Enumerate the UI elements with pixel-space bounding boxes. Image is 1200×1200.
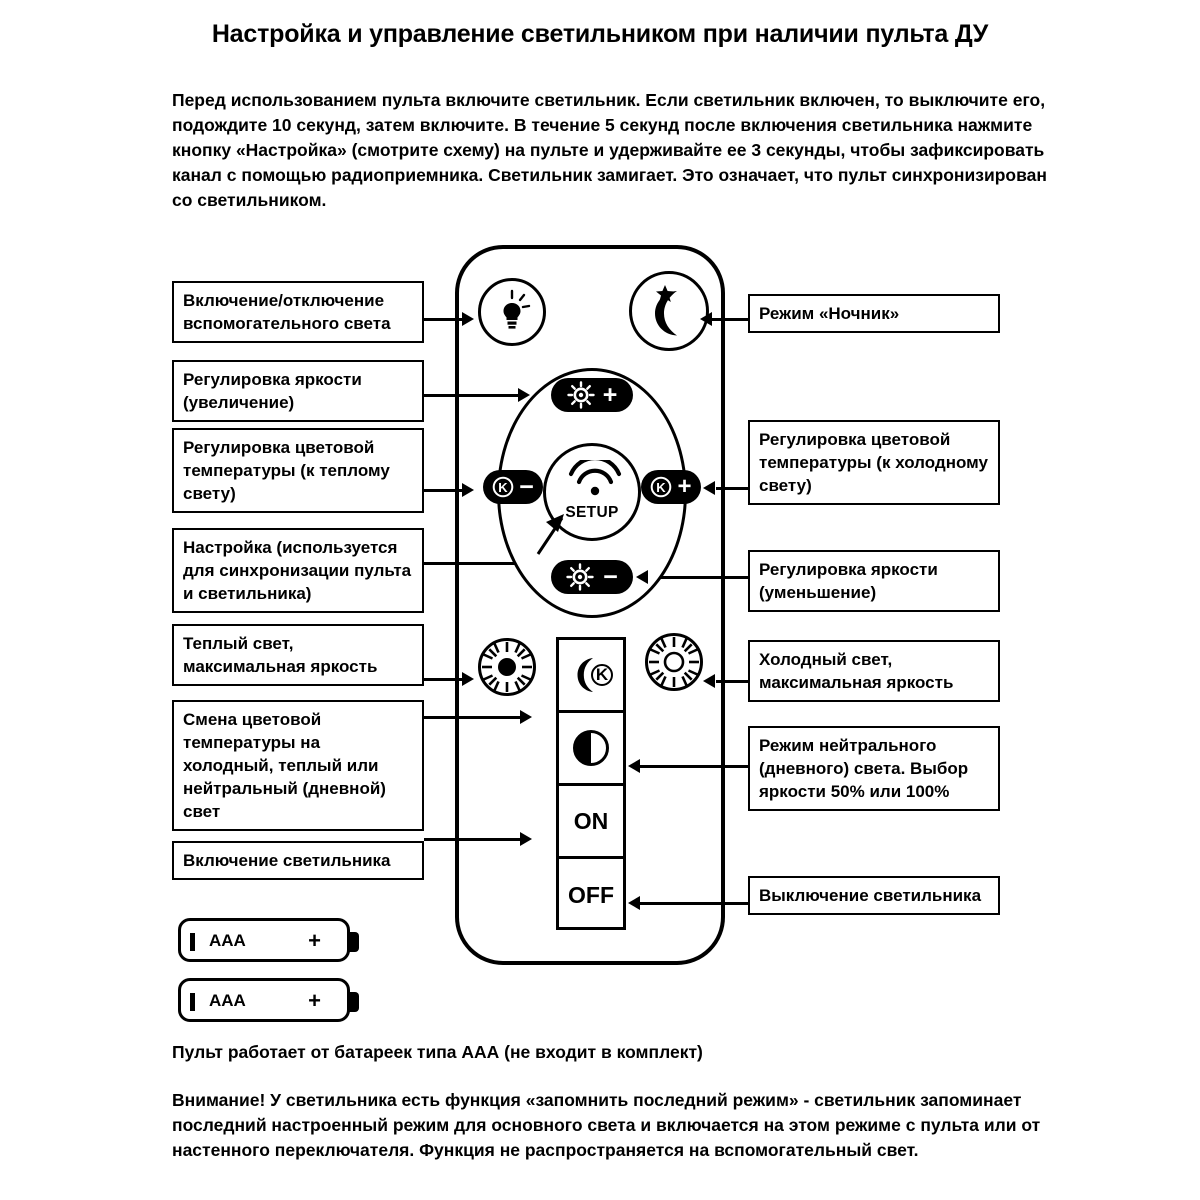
minus-sign: −: [519, 473, 534, 501]
color-temp-cold-button[interactable]: [641, 470, 701, 504]
connector: [424, 318, 464, 321]
connector: [424, 489, 464, 492]
callout-color-temp-cold: Регулировка цветовой температуры (к холодному свету): [748, 420, 1000, 505]
battery-label: AAA: [209, 931, 246, 950]
connector: [648, 576, 750, 579]
connector: [716, 487, 750, 490]
connector: [424, 716, 522, 719]
arrow-left-icon: [636, 570, 648, 584]
connector: [424, 394, 520, 397]
connector: [716, 680, 750, 683]
arrow-right-icon: [520, 710, 532, 724]
arrow-left-icon: [628, 896, 640, 910]
warm-max-brightness-button[interactable]: [478, 638, 536, 696]
battery-label: AAA: [209, 991, 246, 1010]
aux-light-button[interactable]: [478, 278, 546, 346]
connector: [424, 678, 464, 681]
callout-aux-light-toggle: Включение/отключение вспомогательного света: [172, 281, 424, 343]
moon-star-icon: [632, 274, 706, 348]
callout-neutral-daylight-mode: Режим нейтрального (дневного) света. Выбор яркости 50% или 100%: [748, 726, 1000, 811]
off-button[interactable]: OFF: [568, 882, 614, 908]
warning-note: Внимание! У светильника есть функция «запомнить последний режим» - светильник запоминает последний настроенный режим для основного света и включается на этом режиме с пульта или от настенного переключателя. Функция не распространяется на вспомогательный свет.: [172, 1090, 1041, 1160]
callout-night-mode: Режим «Ночник»: [748, 294, 1000, 333]
battery-cap-icon: [347, 932, 359, 952]
callout-color-temp-warm: Регулировка цветовой температуры (к теплому свету): [172, 428, 424, 513]
plus-terminal-label: +: [308, 928, 321, 953]
arrow-left-icon: [703, 481, 715, 495]
battery-cap-icon: [347, 992, 359, 1012]
plus-sign: +: [602, 380, 618, 409]
connector: [640, 902, 750, 905]
night-mode-button[interactable]: [629, 271, 709, 351]
sun-icon: [566, 563, 598, 591]
callout-lamp-off: Выключение светильника: [748, 876, 1000, 915]
svg-text:K: K: [595, 665, 609, 684]
half-circle-button[interactable]: [559, 713, 623, 786]
battery-1: [178, 918, 350, 962]
arrow-right-icon: [462, 483, 474, 497]
callout-cold-max-brightness: Холодный свет, максимальная яркость: [748, 640, 1000, 702]
setup-label: SETUP: [565, 504, 619, 521]
page-title: Настройка и управление светильником при наличии пульта ДУ: [211, 20, 989, 48]
arrow-left-icon: [700, 312, 712, 326]
minus-sign: −: [603, 563, 618, 591]
half-circle-icon: [569, 726, 613, 770]
moon-kelvin-icon: [565, 653, 617, 697]
kelvin-icon: [650, 476, 672, 498]
brightness-up-button[interactable]: [551, 378, 633, 412]
sun-icon: [567, 381, 599, 409]
connector: [640, 765, 750, 768]
moon-k-button[interactable]: [559, 640, 623, 713]
battery-note: Пульт работает от батареек типа ААА (не входит в комплект): [172, 1042, 703, 1062]
minus-terminal-icon: [190, 993, 195, 1011]
arrow-left-icon: [703, 674, 715, 688]
arrow-right-icon: [462, 672, 474, 686]
arrow-right-icon: [462, 312, 474, 326]
button-column: [556, 637, 626, 930]
brightness-down-button[interactable]: [551, 560, 633, 594]
plus-sign: +: [677, 473, 692, 500]
callout-warm-max-brightness: Теплый свет, максимальная яркость: [172, 624, 424, 686]
intro-paragraph: Перед использованием пульта включите светильник. Если светильник включен, то выключите его, подождите 10 секунд, затем включите. В течение 5 секунд после включения светильника нажмите кнопку «Настройка» (смотрите схему) на пульте и удерживайте ее 3 секунды, чтобы зафиксировать канал с помощью радиоприемника. Светильник замигает. Это означает, что пульт синхронизирован со светильником.: [172, 90, 1047, 210]
connector: [424, 838, 522, 841]
sun-rays-outline-icon: [648, 636, 700, 688]
bulb-icon: [481, 281, 543, 343]
callout-setup-sync: Настройка (используется для синхронизации пульта и светильника): [172, 528, 424, 613]
cold-max-brightness-button[interactable]: [645, 633, 703, 691]
svg-text:K: K: [498, 480, 508, 495]
callout-brightness-up: Регулировка яркости (увеличение): [172, 360, 424, 422]
wifi-icon: [565, 460, 625, 498]
callout-brightness-down: Регулировка яркости (уменьшение): [748, 550, 1000, 612]
callout-color-temp-cycle: Смена цветовой температуры на холодный, теплый или нейтральный (дневной) свет: [172, 700, 424, 831]
arrow-right-icon: [520, 832, 532, 846]
sun-rays-icon: [481, 641, 533, 693]
kelvin-icon: [492, 476, 514, 498]
on-button[interactable]: ON: [559, 786, 623, 859]
connector: [712, 318, 750, 321]
arrow-left-icon: [628, 759, 640, 773]
arrow-up-right-icon: [520, 510, 568, 558]
color-temp-warm-button[interactable]: [483, 470, 543, 504]
svg-text:K: K: [656, 480, 667, 495]
minus-terminal-icon: [190, 933, 195, 951]
plus-terminal-label: +: [308, 988, 321, 1013]
battery-2: [178, 978, 350, 1022]
arrow-right-icon: [518, 388, 530, 402]
callout-lamp-on: Включение светильника: [172, 841, 424, 880]
